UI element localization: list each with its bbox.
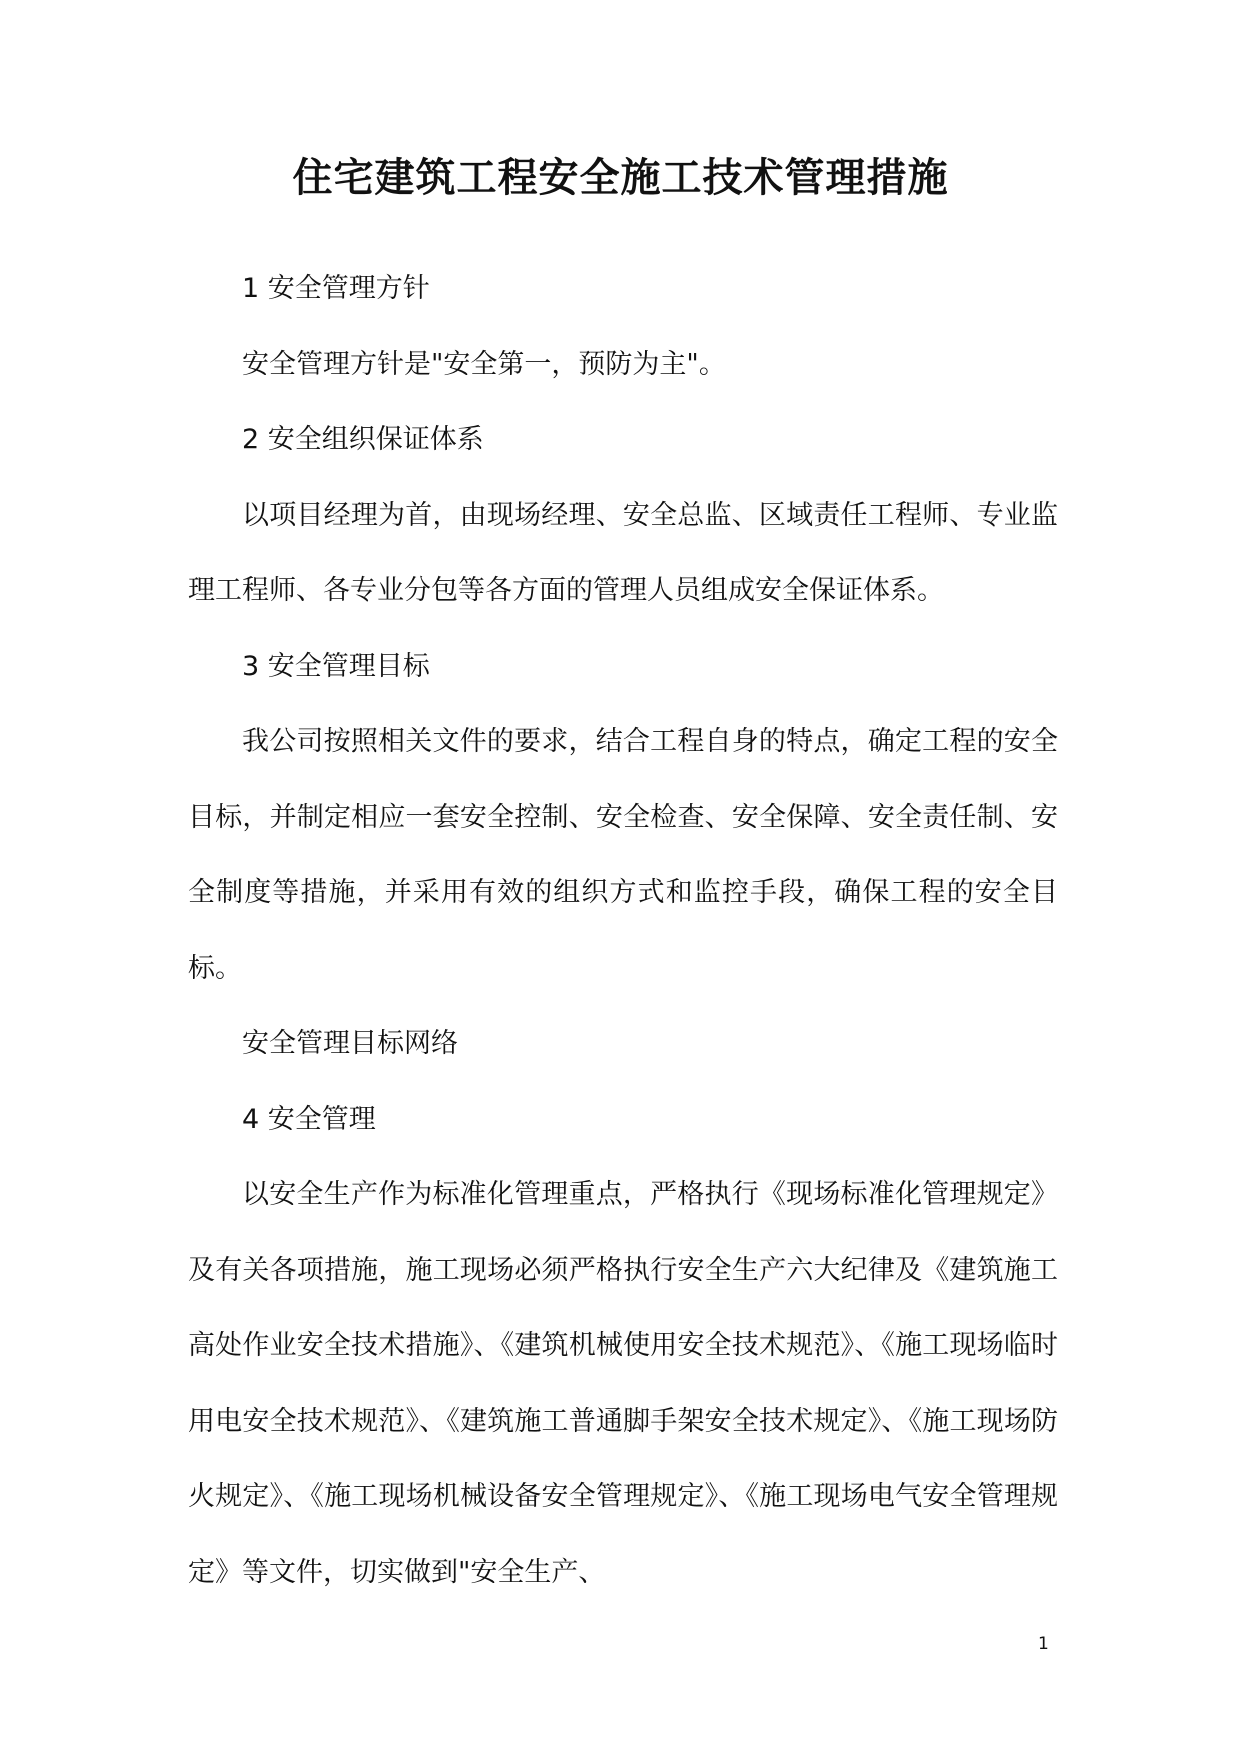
- paragraph-1: 安全管理方针是"安全第一，预防为主"。: [242, 348, 726, 380]
- paragraph-4: 安全管理目标网络: [242, 1028, 458, 1059]
- paragraph-2: 以项目经理为首，由现场经理、安全总监、区域责任工程师、专业监理工程师、各专业分包等各方面的管理人员组成安全保证体系。: [188, 499, 1058, 606]
- paragraph-3: 我公司按照相关文件的要求，结合工程自身的特点，确定工程的安全目标，并制定相应一套安全控制、安全检查、安全保障、安全责任制、安全制度等措施，并采用有效的组织方式和监控手段，确保工程的安全目标。: [188, 726, 1058, 984]
- page-number: 1: [1038, 1634, 1049, 1654]
- section-heading-4: 4 安全管理: [242, 1103, 376, 1135]
- document-body: [188, 251, 1058, 1610]
- section-heading-1: 1 安全管理方针: [242, 273, 430, 304]
- paragraph-5: 以安全生产作为标准化管理重点，严格执行《现场标准化管理规定》及有关各项措施，施工现场必须严格执行安全生产六大纪律及《建筑施工高处作业安全技术措施》、《建筑机械使用安全技术规范》、《施工现场临时用电安全技术规范》、《建筑施工普通脚手架安全技术规定》、《施工现场防火规定》、《施工现场机械设备安全管理规定》、《施工现场电气安全管理规定》等文件，切实做到"安全生产、: [188, 1179, 1058, 1588]
- document-title: 住宅建筑工程安全施工技术管理措施: [292, 154, 949, 201]
- section-heading-2: 2 安全组织保证体系: [242, 424, 484, 455]
- section-heading-3: 3 安全管理目标: [242, 650, 430, 682]
